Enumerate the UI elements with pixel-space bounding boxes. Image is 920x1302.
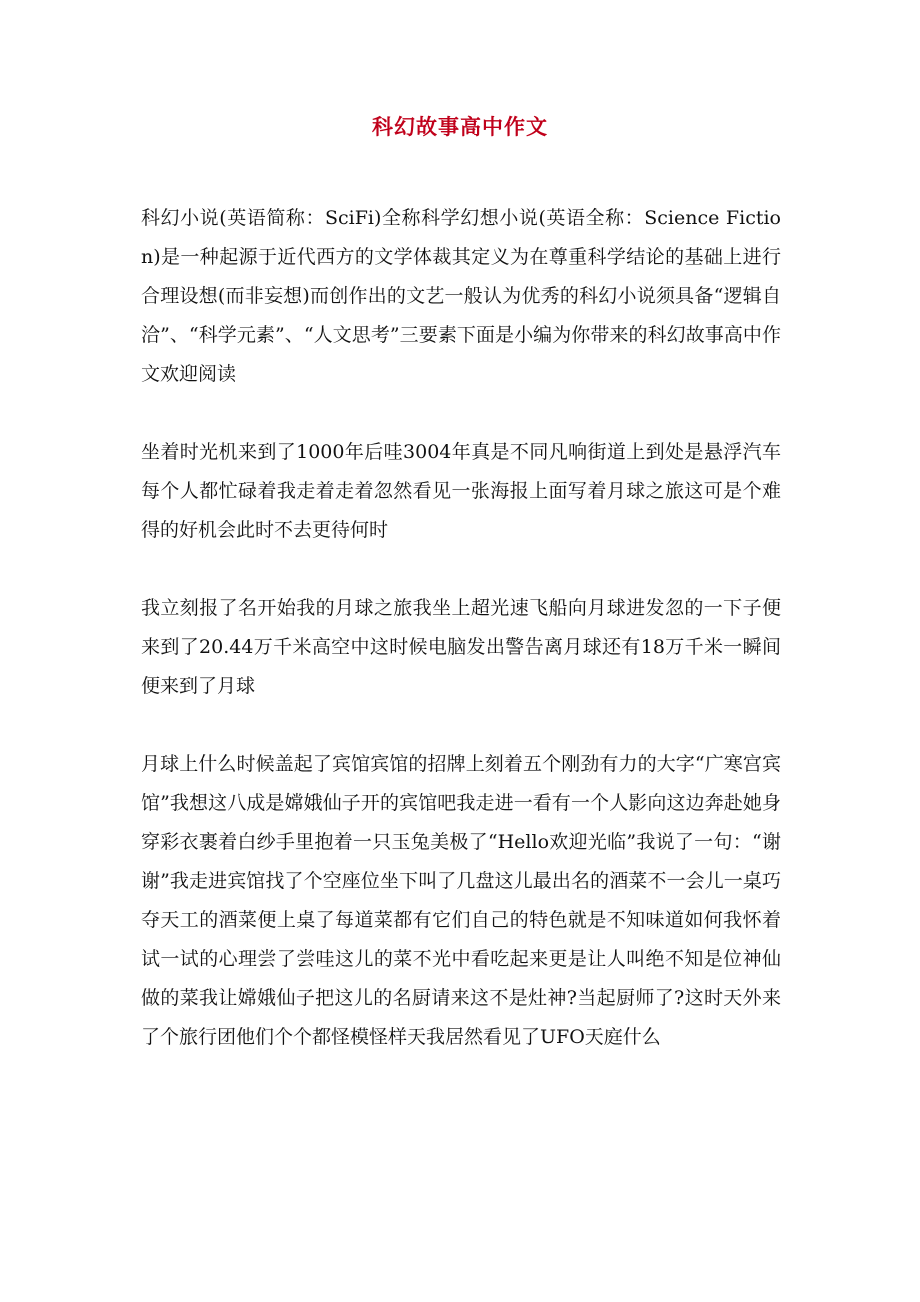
- document-title: 科幻故事高中作文: [372, 114, 548, 139]
- paragraph-moon-hotel: 月球上什么时候盖起了宾馆宾馆的招牌上刻着五个刚劲有力的大字“广寒宫宾馆”我想这八成是嫦娥仙子开的宾馆吧我走进一看有一个人影向这边奔赴她身穿彩衣裹着白纱手里抱着一只玉兔美极了“Hello欢迎光临”我说了一句：“谢谢”我走进宾馆找了个空座位坐下叫了几盘这儿最出名的酒菜不一会儿一桌巧夺天工的酒菜便上桌了每道菜都有它们自己的特色就是不知味道如何我怀着试一试的心理尝了尝哇这儿的菜不光中看吃起来更是让人叫绝不知是位神仙做的菜我让嫦娥仙子把这儿的名厨请来这不是灶神?当起厨师了?这时天外来了个旅行团他们个个都怪模怪样天我居然看见了UFO天庭什么: [141, 753, 781, 1048]
- paragraph-intro: 科幻小说(英语简称：SciFi)全称科学幻想小说(英语全称：Science Fiction)是一种起源于近代西方的文学体裁其定义为在尊重科学结论的基础上进行合理设想(而非妄想)而创作出的文艺一般认为优秀的科幻小说须具备“逻辑自洽”、“科学元素”、“人文思考”三要素下面是小编为你带来的科幻故事高中作文欢迎阅读: [141, 207, 781, 385]
- paragraph-moon-trip: 我立刻报了名开始我的月球之旅我坐上超光速飞船向月球进发忽的一下子便来到了20.44万千米高空中这时候电脑发出警告离月球还有18万千米一瞬间便来到了月球: [141, 597, 781, 697]
- document-body: [141, 199, 781, 1096]
- paragraph-time-machine: 坐着时光机来到了1000年后哇3004年真是不同凡响街道上到处是悬浮汽车每个人都忙碌着我走着走着忽然看见一张海报上面写着月球之旅这可是个难得的好机会此时不去更待何时: [141, 441, 781, 541]
